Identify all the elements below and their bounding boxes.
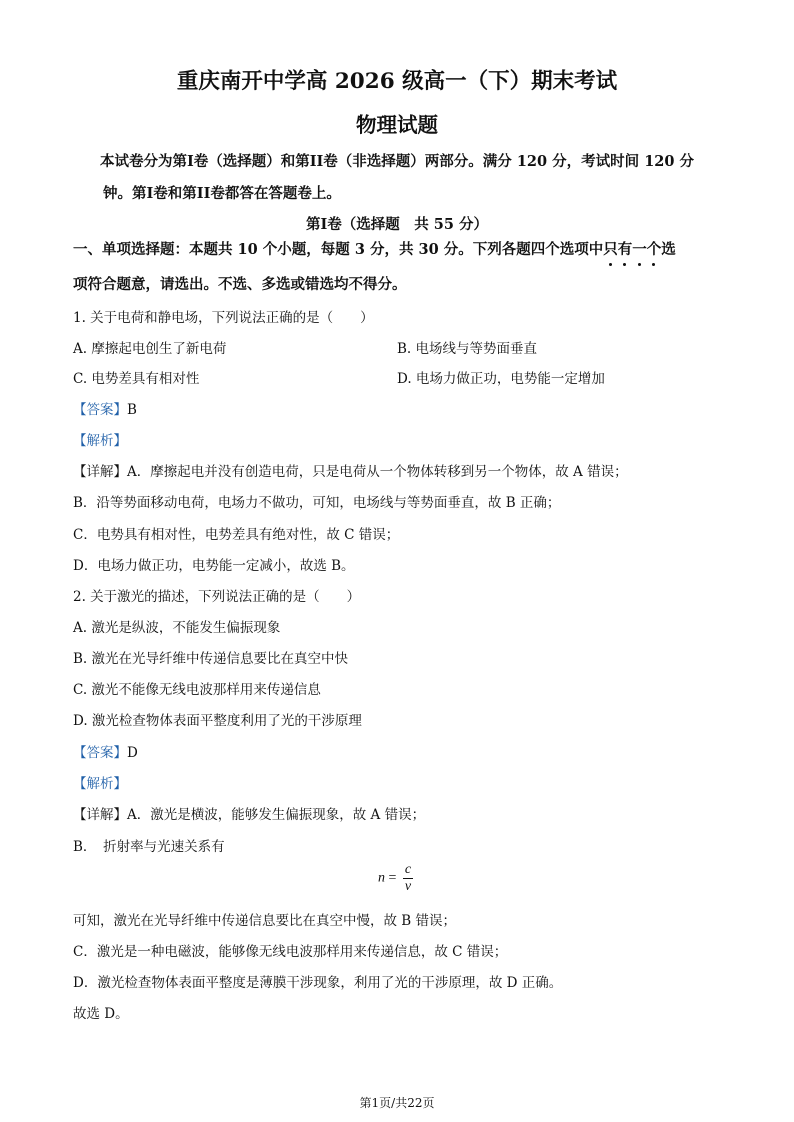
emphasis-char: 一 — [632, 241, 647, 258]
detail-text: A．激光是横波，能够发生偏振现象，故 A 错误； — [127, 807, 426, 823]
exam-subject: 物理试题 — [356, 113, 438, 137]
intro-line-1: 本试卷分为第I卷（选择题）和第II卷（非选择题）两部分。满分 120 分，考试时间 120 分 — [99, 153, 695, 170]
question-1-analysis-tag: 【解析】 — [73, 433, 127, 449]
formula-denominator: v — [404, 879, 412, 894]
answer-value: B — [127, 402, 137, 418]
instruction-text: 一、单项选择题：本题共 10 个小题，每题 3 分，共 30 分。下列各题四个选项中 — [73, 241, 604, 258]
question-2-option-a: A. 激光是纵波，不能发生偏振现象 — [73, 620, 281, 636]
answer-value: D — [127, 745, 138, 761]
emphasis-char: 有 — [617, 241, 633, 258]
formula-fraction — [403, 862, 413, 895]
section-instruction-line-2: 项符合题意，请选出。不选、多选或错选均不得分。 — [73, 276, 407, 293]
emphasis-char: 只 — [603, 241, 618, 258]
instruction-text: 选 — [661, 241, 676, 258]
question-2-stem: 2. 关于激光的描述，下列说法正确的是（ ） — [73, 589, 361, 605]
part-one-heading: 第I卷（选择题 共 55 分） — [305, 216, 489, 233]
question-2-detail-line: C．激光是一种电磁波，能够像无线电波那样用来传递信息，故 C 错误； — [73, 944, 508, 960]
formula-equals: = — [388, 870, 397, 886]
question-2-option-d: D. 激光检查物体表面平整度利用了光的干涉原理 — [73, 713, 362, 729]
emphasis-char: 个 — [646, 241, 662, 258]
question-2-detail-line — [73, 806, 425, 824]
section-instruction-line-1 — [73, 240, 676, 260]
question-2-option-b: B. 激光在光导纤维中传递信息要比在真空中快 — [73, 651, 349, 667]
formula-lhs: n — [378, 870, 385, 886]
question-2-detail-line: D．激光检查物体表面平整度是薄膜干涉现象，利用了光的干涉原理，故 D 正确。 — [73, 975, 563, 991]
question-2-detail-line: B． 折射率与光速关系有 — [73, 839, 225, 855]
question-1-detail-line: C．电势具有相对性，电势差具有绝对性，故 C 错误； — [73, 527, 400, 543]
question-1-option-c: C. 电势差具有相对性 — [73, 371, 200, 387]
question-2-detail-line: 可知，激光在光导纤维中传递信息要比在真空中慢，故 B 错误； — [73, 913, 457, 929]
detail-text: A．摩擦起电并没有创造电荷，只是电荷从一个物体转移到另一个物体，故 A 错误； — [127, 464, 628, 480]
question-2-conclusion: 故选 D。 — [73, 1006, 129, 1022]
page-number: 第1页/共22页 — [359, 1096, 435, 1110]
question-1-option-a: A. 摩擦起电创生了新电荷 — [73, 341, 227, 357]
question-2-analysis-tag: 【解析】 — [73, 776, 127, 792]
question-1-answer — [73, 401, 137, 419]
question-1-detail-line: D．电场力做正功，电势能一定减小，故选 B。 — [73, 558, 355, 574]
question-1-detail-line — [73, 463, 628, 481]
intro-line-2: 钟。第I卷和第II卷都答在答题卷上。 — [103, 185, 341, 202]
refractive-index-formula — [378, 862, 413, 895]
exam-title: 重庆南开中学高 2026 级高一（下）期末考试 — [176, 69, 618, 94]
question-1-stem: 1. 关于电荷和静电场，下列说法正确的是（ ） — [73, 310, 374, 326]
question-1-option-b: B. 电场线与等势面垂直 — [397, 341, 538, 357]
answer-tag: 【答案】 — [73, 402, 127, 418]
question-2-option-c: C. 激光不能像无线电波那样用来传递信息 — [73, 682, 321, 698]
formula-numerator: c — [404, 862, 412, 877]
answer-tag: 【答案】 — [73, 745, 127, 761]
question-2-answer — [73, 744, 138, 762]
question-1-option-d: D. 电场力做正功，电势能一定增加 — [397, 371, 605, 387]
question-1-detail-line: B．沿等势面移动电荷，电场力不做功，可知，电场线与等势面垂直，故 B 正确； — [73, 495, 561, 511]
detail-tag: 【详解】 — [73, 807, 127, 823]
detail-tag: 【详解】 — [73, 464, 127, 480]
